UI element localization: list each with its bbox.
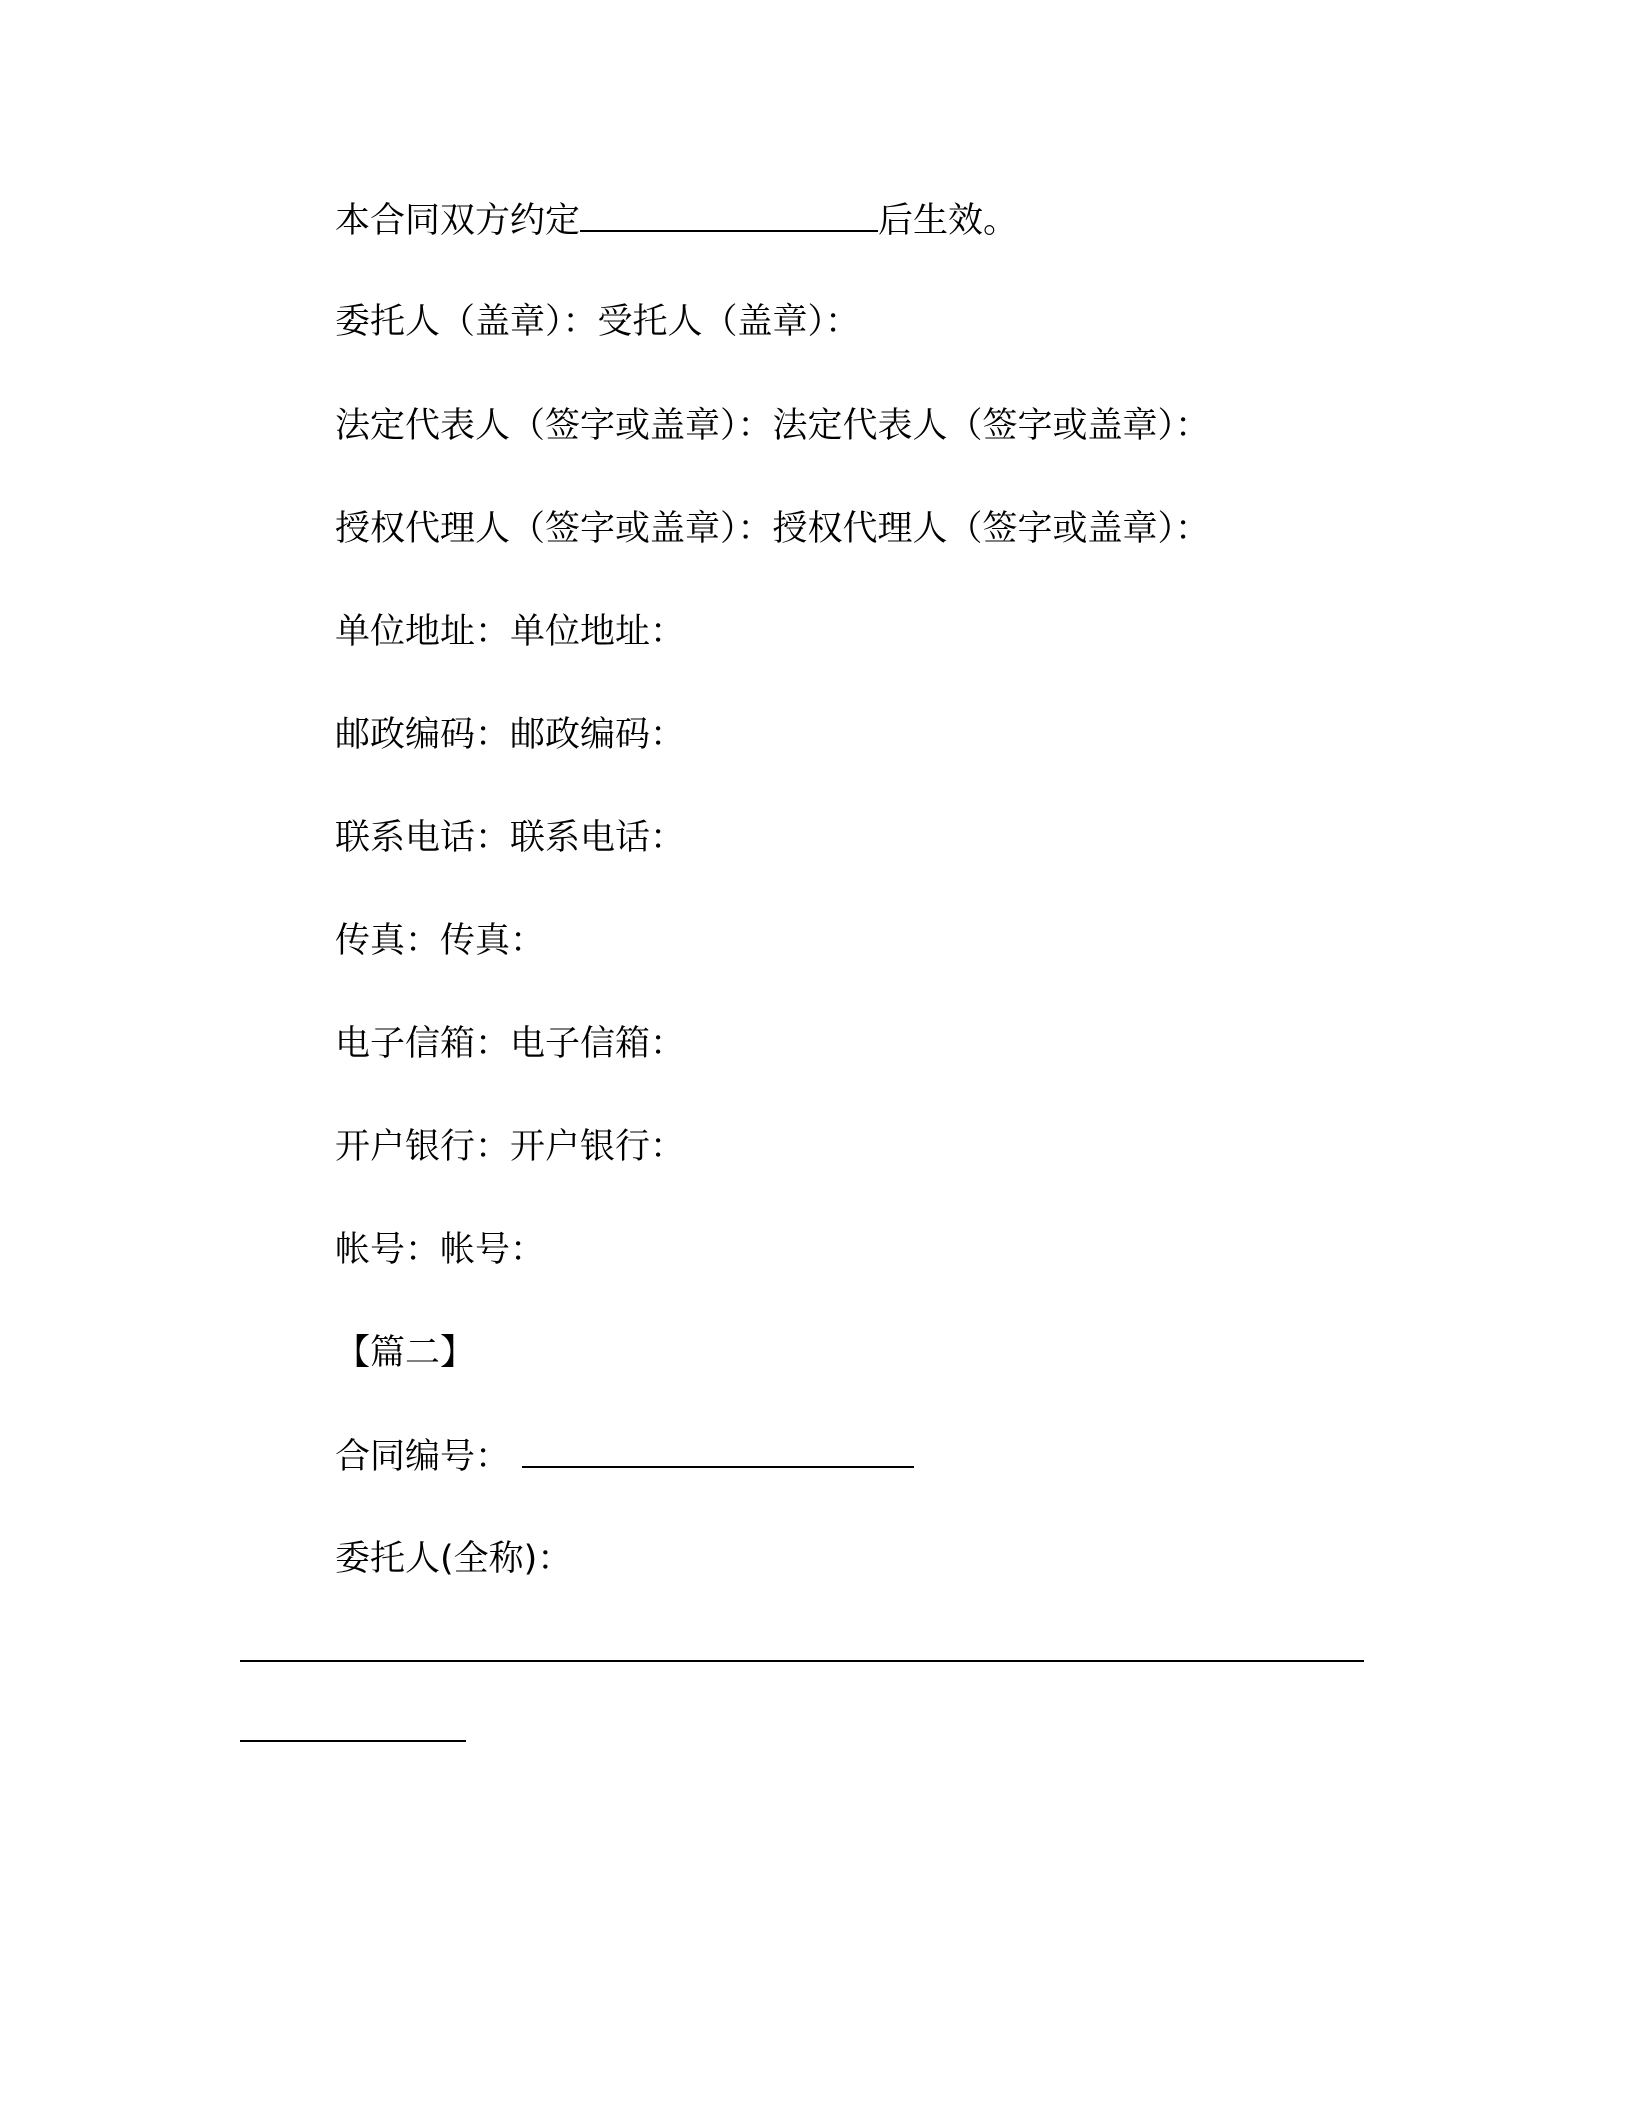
- contract-number-blank[interactable]: [522, 1434, 914, 1468]
- effective-clause-end: 后生效。: [878, 201, 1019, 241]
- effective-clause: [335, 198, 1018, 243]
- seal-line: 委托人（盖章）：受托人（盖章）：: [335, 302, 861, 342]
- postcode-line: 邮政编码：邮政编码：: [335, 715, 686, 755]
- effective-date-blank[interactable]: [580, 198, 878, 232]
- principal-name-line: 委托人(全称)：: [335, 1539, 573, 1579]
- email-line: 电子信箱：电子信箱：: [335, 1024, 686, 1064]
- effective-clause-start: 本合同双方约定: [335, 201, 581, 241]
- agent-line: 授权代理人（签字或盖章）：授权代理人（签字或盖章）：: [335, 509, 1211, 549]
- section-heading: 【篇二】: [335, 1333, 476, 1373]
- principal-name-blank-line-1[interactable]: [240, 1660, 1364, 1662]
- account-line: 帐号：帐号：: [335, 1230, 546, 1270]
- principal-name-blank-line-2[interactable]: [240, 1740, 466, 1742]
- contract-number-line: [335, 1434, 914, 1479]
- phone-line: 联系电话：联系电话：: [335, 818, 686, 858]
- contract-number-label: 合同编号：: [335, 1437, 511, 1477]
- fax-line: 传真：传真：: [335, 921, 546, 961]
- legal-rep-line: 法定代表人（签字或盖章）：法定代表人（签字或盖章）：: [335, 406, 1211, 446]
- bank-line: 开户银行：开户银行：: [335, 1127, 686, 1167]
- address-line: 单位地址：单位地址：: [335, 612, 686, 652]
